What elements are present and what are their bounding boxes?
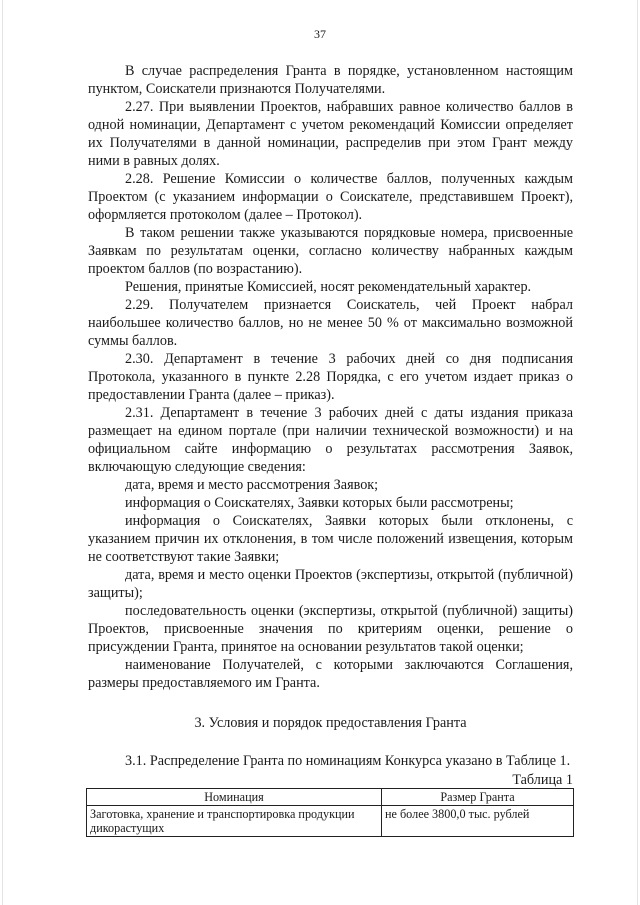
list-item: информация о Соискателях, Заявки которых были рассмотрены; [125, 495, 514, 511]
paragraph-2-28: 2.28. Решение Комиссии о количестве баллов, полученных каждым Проектом (с указанием информации о Соискателе, представившем Проект), оформляется протоколом (далее – Протокол). [88, 171, 573, 223]
section-number: 3. [194, 715, 206, 731]
paragraph-2-29: 2.29. Получателем признается Соискатель, чей Проект набрал наибольшее количество баллов, но не менее 50 % от максимально возможной суммы баллов. [88, 297, 573, 349]
paragraph-2-30: 2.30. Департамент в течение 3 рабочих дней со дня подписания Протокола, указанного в пункте 2.28 Порядка, с его учетом издает приказ о предоставлении Гранта (далее – приказ). [88, 351, 573, 403]
table-header-row [87, 789, 574, 806]
table-cell: не более 3800,0 тыс. рублей [382, 806, 574, 837]
list-item: последовательность оценки (экспертизы, открытой (публичной) защиты) Проектов, присвоенные значения по критериям оценки, решение о присуждении Гранта, принятое на основании результатов такой оценки; [88, 603, 573, 655]
section-title-text: Условия и порядок предоставления Гранта [208, 715, 467, 731]
table-cell: Заготовка, хранение и транспортировка продукции дикорастущих [87, 806, 382, 837]
paragraph: Решения, принятые Комиссией, носят рекомендательный характер. [125, 279, 532, 295]
paragraph: В таком решении также указываются порядковые номера, присвоенные Заявкам по результатам оценки, согласно количеству набранных каждым проектом баллов (по возрастанию). [88, 225, 573, 277]
list-item: дата, время и место рассмотрения Заявок; [125, 477, 379, 493]
grant-table [86, 788, 574, 837]
section-title [88, 714, 573, 732]
table-header-cell: Размер Гранта [382, 789, 574, 806]
document-body [88, 62, 573, 837]
table-header-cell: Номинация [87, 789, 382, 806]
paragraph-2-31: 2.31. Департамент в течение 3 рабочих дней с даты издания приказа размещает на едином портале (при наличии технической возможности) и на официальном сайте информацию о результатах рассмотрения Заявок, включающую следующие сведения: [88, 405, 573, 475]
page-edge-right [637, 0, 638, 905]
list-item: наименование Получателей, с которыми заключаются Соглашения, размеры предоставляемого им Гранта. [88, 657, 573, 691]
page-number: 37 [314, 27, 326, 41]
paragraph: В случае распределения Гранта в порядке, установленном настоящим пунктом, Соискатели признаются Получателями. [88, 63, 573, 97]
table-caption: Таблица 1 [512, 772, 573, 788]
list-item: дата, время и место оценки Проектов (экспертизы, открытой (публичной) защиты); [88, 567, 573, 601]
paragraph-3-1: 3.1. Распределение Гранта по номинациям Конкурса указано в Таблице 1. [125, 753, 571, 769]
list-item: информация о Соискателях, Заявки которых были отклонены, с указанием причин их отклонения, в том числе положений извещения, которым не соответствуют такие Заявки; [88, 513, 573, 565]
paragraph-2-27: 2.27. При выявлении Проектов, набравших равное количество баллов в одной номинации, Департамент с учетом рекомендаций Комиссии определяет их Получателями в данной номинации, распределив при этом Грант между ними в равных долях. [88, 99, 573, 169]
table-row [87, 806, 574, 837]
page-edge-left [2, 0, 3, 905]
